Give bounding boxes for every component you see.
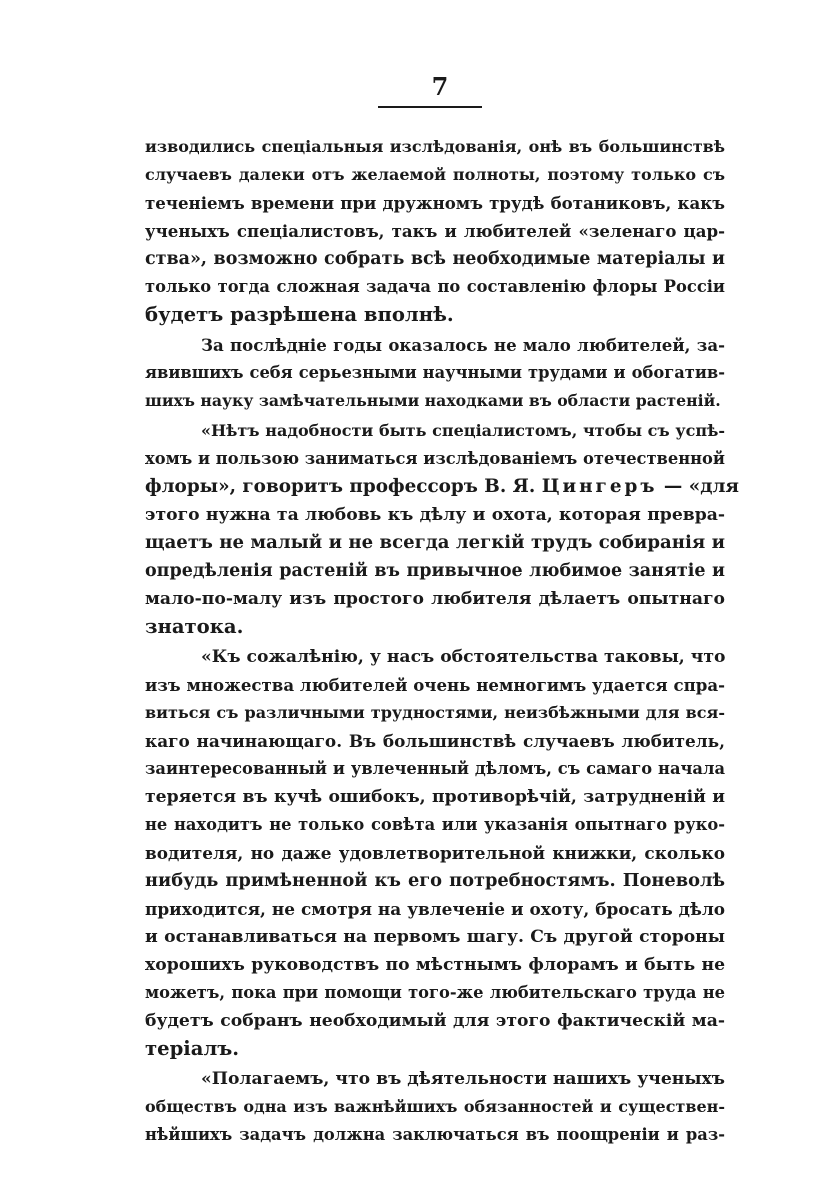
paragraph: [145, 133, 725, 329]
text-line: можетъ, пока при помощи того-же любительскаго труда не: [145, 983, 725, 1002]
text-line: мало-по-малу изъ простого любителя дѣлаетъ опытнаго: [145, 589, 725, 609]
text-line: будетъ собранъ необходимый для этого фактическій ма-: [145, 1011, 725, 1031]
text-line: нѣйшихъ задачъ должна заключаться въ поощреніи и раз-: [145, 1125, 725, 1144]
author-name: Цингеръ: [541, 476, 658, 497]
text-line: будетъ разрѣшена вполнѣ.: [145, 303, 454, 326]
text-line: изъ множества любителей очень немногимъ удается спра-: [145, 675, 725, 695]
text-line: «Полагаемъ, что въ дѣятельности нашихъ ученыхъ: [201, 1069, 725, 1089]
paragraph: [145, 417, 740, 641]
text-line: флоры», говоритъ профессоръ В. Я. Цингеръ — «для: [145, 476, 740, 497]
text-line: «Къ сожалѣнію, у насъ обстоятельства таковы, что: [201, 647, 726, 667]
text-line: этого нужна та любовь къ дѣлу и охота, которая превра-: [145, 505, 725, 525]
text-line: шихъ науку замѣчательными находками въ области растеній.: [145, 391, 721, 410]
text-line: заинтересованный и увлеченный дѣломъ, съ самаго начала: [145, 759, 725, 778]
text-line: и останавливаться на первомъ шагу. Съ другой стороны: [145, 927, 725, 947]
text-line: ства», возможно собрать всѣ необходимые матеріалы и: [145, 249, 725, 269]
paragraph: [145, 331, 725, 415]
paragraph: [145, 643, 725, 1063]
text-line: виться съ различными трудностями, неизбѣжными для вся-: [145, 703, 725, 722]
text-line: нибудь примѣненной къ его потребностямъ. Поневолѣ: [145, 870, 725, 891]
text-line: теряется въ кучѣ ошибокъ, противорѣчій, затрудненій и: [145, 787, 725, 807]
text-line: хомъ и пользою заниматься изслѣдованіемъ отечественной: [145, 449, 725, 468]
text-line: водителя, но даже удовлетворительной книжки, сколько: [145, 843, 725, 863]
body-text: [145, 133, 740, 1149]
page-number: 7: [431, 72, 449, 101]
text-line: не находитъ не только совѣта или указанія опытнаго руко-: [145, 815, 725, 834]
text-line: За послѣдніе годы оказалось не мало любителей, за-: [201, 335, 725, 355]
text-line: только тогда сложная задача по составленію флоры Россіи: [145, 277, 725, 296]
paragraph: [145, 1065, 725, 1149]
page-number-rule: [378, 106, 482, 108]
text-line: приходится, не смотря на увлеченіе и охоту, бросать дѣло: [145, 899, 725, 919]
text-line: теріалъ.: [145, 1037, 240, 1060]
text-line: теченіемъ времени при дружномъ трудѣ ботаниковъ, какъ: [145, 193, 725, 213]
text-line: знатока.: [145, 615, 244, 638]
book-page: [145, 72, 740, 1151]
text-line: обществъ одна изъ важнѣйшихъ обязанностей и существен-: [145, 1097, 725, 1116]
text-line: щаетъ не малый и не всегда легкій трудъ собиранія и: [145, 532, 725, 553]
text-line: случаевъ далеки отъ желаемой полноты, поэтому только съ: [145, 165, 725, 184]
text-line: опредѣленія растеній въ привычное любимое занятіе и: [145, 561, 725, 581]
text-line: ученыхъ спеціалистовъ, такъ и любителей «зеленаго цар-: [145, 221, 725, 241]
text-line: каго начинающаго. Въ большинствѣ случаевъ любитель,: [145, 731, 725, 751]
text-line: изводились спеціальныя изслѣдованія, онѣ въ большинствѣ: [145, 137, 725, 156]
text-line: «Нѣтъ надобности быть спеціалистомъ, чтобы съ успѣ-: [201, 421, 725, 440]
text-line: хорошихъ руководствъ по мѣстнымъ флорамъ и быть не: [145, 955, 725, 975]
text-line: явившихъ себя серьезными научными трудами и обогатив-: [145, 363, 725, 382]
